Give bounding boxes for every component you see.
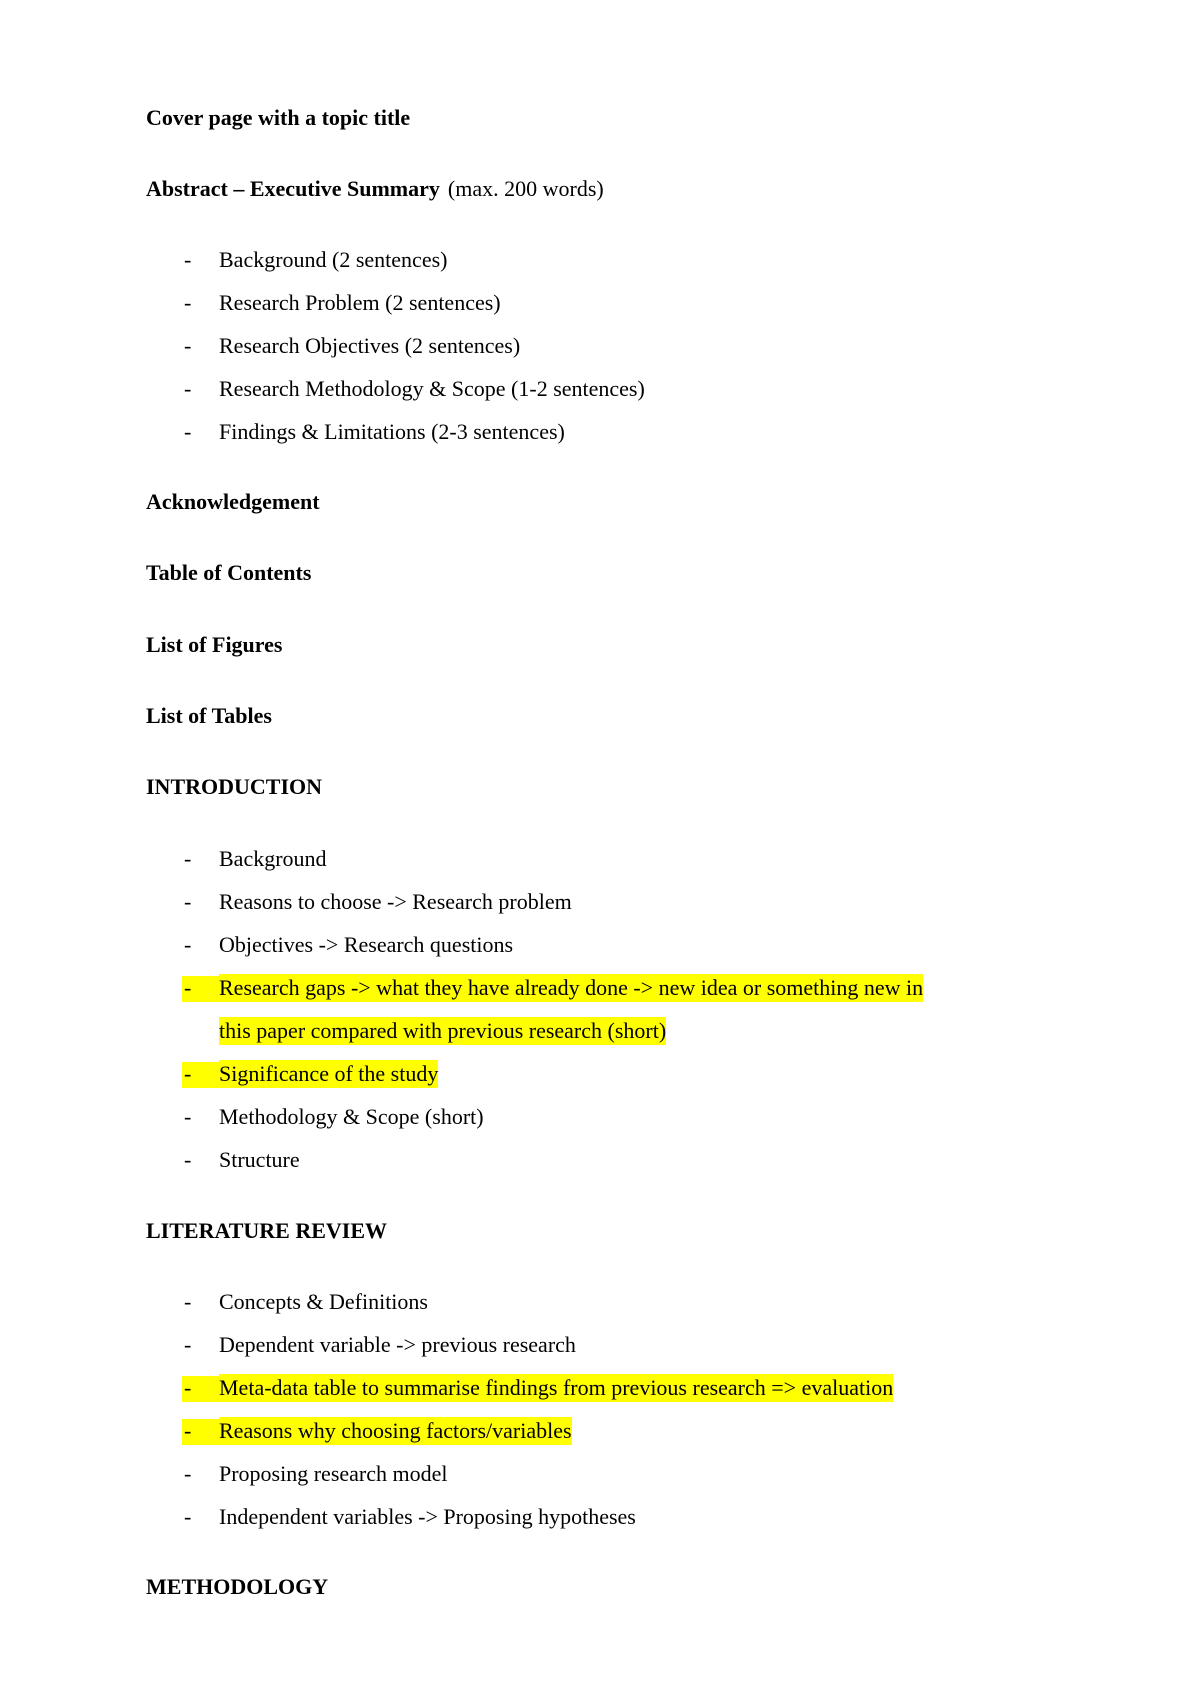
bullet-dash: - bbox=[184, 846, 192, 871]
bullet-dash: - bbox=[184, 1061, 192, 1086]
bullet-dash: - bbox=[184, 1289, 192, 1314]
literature-item-text: Proposing research model bbox=[219, 1461, 448, 1486]
bullet-dash: - bbox=[184, 1418, 192, 1443]
abstract-title: Abstract – Executive Summary bbox=[146, 176, 440, 201]
bullet-dash: - bbox=[184, 1332, 192, 1357]
abstract-item-text: Findings & Limitations (2-3 sentences) bbox=[219, 419, 565, 444]
abstract-note: (max. 200 words) bbox=[447, 176, 604, 201]
introduction-item-text: Reasons to choose -> Research problem bbox=[219, 889, 572, 914]
bullet-dash: - bbox=[184, 889, 192, 914]
introduction-item-text: Methodology & Scope (short) bbox=[219, 1104, 484, 1129]
introduction-item-text: Research gaps -> what they have already done -> new idea or something new in bbox=[219, 975, 924, 1000]
bullet-dash: - bbox=[184, 1504, 192, 1529]
acknowledgement-heading: Acknowledgement bbox=[146, 489, 320, 514]
bullet-dash: - bbox=[184, 419, 192, 444]
literature-item-text: Meta-data table to summarise findings from previous research => evaluation bbox=[219, 1375, 894, 1400]
bullet-dash: - bbox=[184, 1147, 192, 1172]
bullet-dash: - bbox=[184, 932, 192, 957]
abstract-heading bbox=[146, 175, 604, 203]
introduction-item-text: this paper compared with previous research (short) bbox=[219, 1018, 667, 1043]
bullet-dash: - bbox=[184, 975, 192, 1000]
abstract-item-text: Background (2 sentences) bbox=[219, 247, 448, 272]
abstract-item-text: Research Objectives (2 sentences) bbox=[219, 333, 521, 358]
methodology-heading: METHODOLOGY bbox=[146, 1574, 329, 1599]
bullet-dash: - bbox=[184, 376, 192, 401]
bullet-dash: - bbox=[184, 333, 192, 358]
tables-heading: List of Tables bbox=[146, 703, 272, 728]
introduction-heading: INTRODUCTION bbox=[146, 774, 323, 799]
cover-heading: Cover page with a topic title bbox=[146, 105, 411, 130]
introduction-item-text: Significance of the study bbox=[219, 1061, 439, 1086]
bullet-dash: - bbox=[184, 1461, 192, 1486]
literature-item-text: Reasons why choosing factors/variables bbox=[219, 1418, 572, 1443]
introduction-item-text: Structure bbox=[219, 1147, 300, 1172]
introduction-item-text: Objectives -> Research questions bbox=[219, 932, 514, 957]
literature-heading: LITERATURE REVIEW bbox=[146, 1218, 388, 1243]
literature-item-text: Dependent variable -> previous research bbox=[219, 1332, 576, 1357]
toc-heading: Table of Contents bbox=[146, 560, 312, 585]
figures-heading: List of Figures bbox=[146, 632, 283, 657]
abstract-item-text: Research Methodology & Scope (1-2 sentences) bbox=[219, 376, 645, 401]
bullet-dash: - bbox=[184, 1104, 192, 1129]
introduction-item-text: Background bbox=[219, 846, 327, 871]
bullet-dash: - bbox=[184, 247, 192, 272]
literature-item-text: Concepts & Definitions bbox=[219, 1289, 428, 1314]
bullet-dash: - bbox=[184, 290, 192, 315]
literature-item-text: Independent variables -> Proposing hypotheses bbox=[219, 1504, 636, 1529]
bullet-dash: - bbox=[184, 1375, 192, 1400]
abstract-item-text: Research Problem (2 sentences) bbox=[219, 290, 501, 315]
